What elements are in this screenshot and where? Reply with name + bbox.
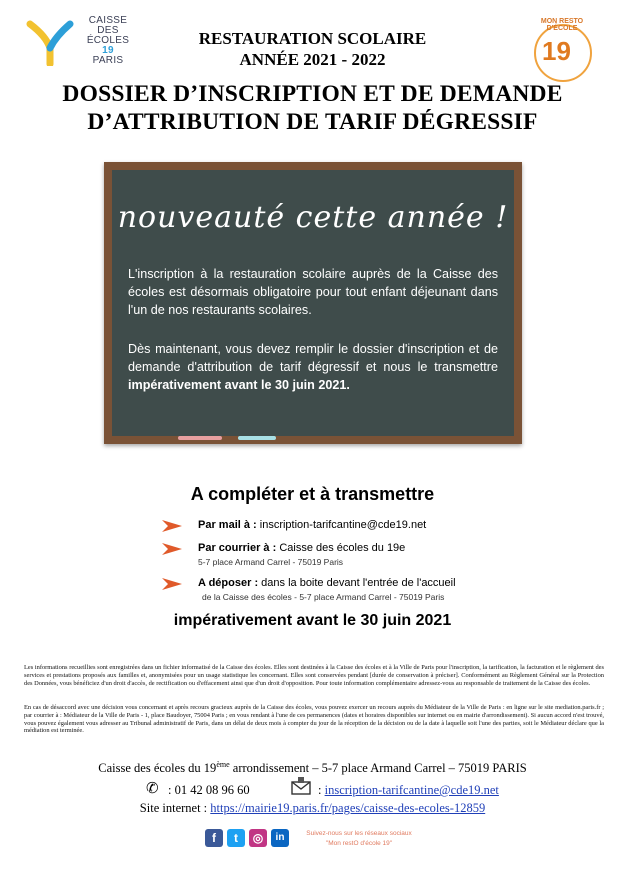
header-line-2: ANNÉE 2021 - 2022 bbox=[239, 50, 386, 69]
email-link[interactable]: inscription-tarifcantine@cde19.net bbox=[324, 783, 499, 797]
drop-address: de la Caisse des écoles - 5-7 place Armand Carrel - 75019 Paris bbox=[202, 592, 445, 602]
phone-number: : 01 42 08 96 60 bbox=[168, 783, 250, 797]
header-title bbox=[150, 28, 475, 70]
deadline-text: impérativement avant le 30 juin 2021 bbox=[173, 612, 452, 629]
deadline-emphasis: impérativement avant le 30 juin 2021. bbox=[128, 378, 350, 392]
logo-ring-text: MON RESTO D'ÉCOLE bbox=[540, 18, 584, 32]
chalkboard-paragraph-2: Dès maintenant, vous devez remplir le dossier d'inscription et de demande d'attribution de tarif dégressif et nous le transmettre impérativement avant le 30 juin 2021. bbox=[128, 342, 498, 392]
mail-value[interactable]: inscription-tarifcantine@cde19.net bbox=[259, 519, 427, 531]
chalkboard-surface bbox=[112, 170, 514, 436]
logo-text: CAISSE DES ÉCOLES 19 PARIS bbox=[86, 15, 130, 66]
post-address: 5-7 place Armand Carrel - 75019 Paris bbox=[198, 557, 344, 567]
logo-y-icon bbox=[26, 18, 74, 66]
phone-icon: ✆ bbox=[146, 781, 159, 797]
mon-resto-logo bbox=[520, 20, 610, 80]
site-link[interactable]: https://mairie19.paris.fr/pages/caisse-des-ecoles-12859 bbox=[210, 801, 486, 815]
envelope-icon bbox=[290, 777, 312, 795]
footer-site: Site internet : https://mairie19.paris.fr/pages/caisse-des-ecoles-12859 bbox=[139, 801, 486, 815]
social-caption: Suivez-nous sur les réseaux sociaux "Mon restO d'école 19" bbox=[306, 830, 412, 847]
legal-paragraph-1: Les informations recueillies sont enregistrées dans un fichier informatisé de la Caisse des écoles. Elles sont destinées à la Caisse des écoles et à la Ville de Paris pour l'inscription, la tarification, la facturation et le règlement des services et prestations proposés aux familles et, anonymisées pour un usage statistique les concernant. Elles sont conservées pendant [durée de conservation à préciser]. Conformément au Règlement Général sur la Protection des Données, vous bénéficiez d'un droit d'accès, de rectification ou d'effacement ainsi que d'un droit d'opposition. Pour toute information complémentaire adressez-vous au responsable de traitement de la Caisse des écoles. bbox=[24, 664, 604, 687]
chalk-stick-pink bbox=[178, 436, 222, 440]
social-icons bbox=[205, 829, 295, 851]
facebook-icon[interactable]: f bbox=[205, 829, 223, 847]
logo-number: 19 bbox=[542, 36, 571, 66]
section-title: A compléter et à transmettre bbox=[190, 484, 435, 504]
drop-label: A déposer : bbox=[198, 577, 259, 589]
arrow-icon bbox=[162, 520, 182, 532]
chalkboard-headline: nouveauté cette année ! bbox=[117, 200, 509, 235]
title-line-1: DOSSIER D’INSCRIPTION ET DE DEMANDE bbox=[62, 81, 563, 107]
post-label: Par courrier à : bbox=[198, 542, 277, 554]
drop-value: dans la boite devant l'entrée de l'accueil bbox=[261, 577, 456, 589]
chalkboard-paragraph-1: L'inscription à la restauration scolaire auprès de la Caisse des écoles est désormais obligatoire pour tout enfant déjeunant dans l'un de nos restaurants scolaires. bbox=[128, 267, 498, 317]
footer-contacts bbox=[140, 779, 560, 801]
legal-paragraph-2: En cas de désaccord avec une décision vous concernant et après recours gracieux auprès de la Caisse des écoles, vous pouvez exercer un recours auprès du Médiateur de la Ville de Paris : en ligne sur le site mediation.paris.fr ; par courrier à : Médiateur de la Ville de Paris - 1, place Baudoyer, 75004 Paris ; en vous rendant à l'une de ces permanences (dates et horaires disponibles sur internet ou en mairie d'arrondissement). Si aucun accord n'est trouvé, vous pouvez également vous adresser au Tribunal administratif de Paris, dans un délai de deux mois à compter du jour de la réception de la décision ou de la date à laquelle soit l'une des parties, soit le Médiateur déclare que la médiation est terminée. bbox=[24, 704, 604, 735]
caisse-des-ecoles-logo bbox=[20, 14, 140, 74]
email-line: : inscription-tarifcantine@cde19.net bbox=[318, 783, 499, 797]
title-line-2: D’ATTRIBUTION DE TARIF DÉGRESSIF bbox=[87, 109, 538, 135]
chalkboard bbox=[104, 162, 522, 444]
arrow-icon bbox=[162, 578, 182, 590]
post-value: Caisse des écoles du 19e bbox=[279, 542, 406, 554]
linkedin-icon[interactable]: in bbox=[271, 829, 289, 847]
header-line-1: RESTAURATION SCOLAIRE bbox=[198, 29, 427, 48]
arrow-icon bbox=[162, 543, 182, 555]
footer-address: Caisse des écoles du 19ème arrondissement – 5-7 place Armand Carrel – 75019 PARIS bbox=[98, 760, 527, 776]
mail-label: Par mail à : bbox=[198, 519, 257, 531]
page-title bbox=[10, 80, 615, 136]
twitter-icon[interactable]: t bbox=[227, 829, 245, 847]
instagram-icon[interactable]: ◎ bbox=[249, 829, 267, 847]
chalk-stick-blue bbox=[238, 436, 276, 440]
